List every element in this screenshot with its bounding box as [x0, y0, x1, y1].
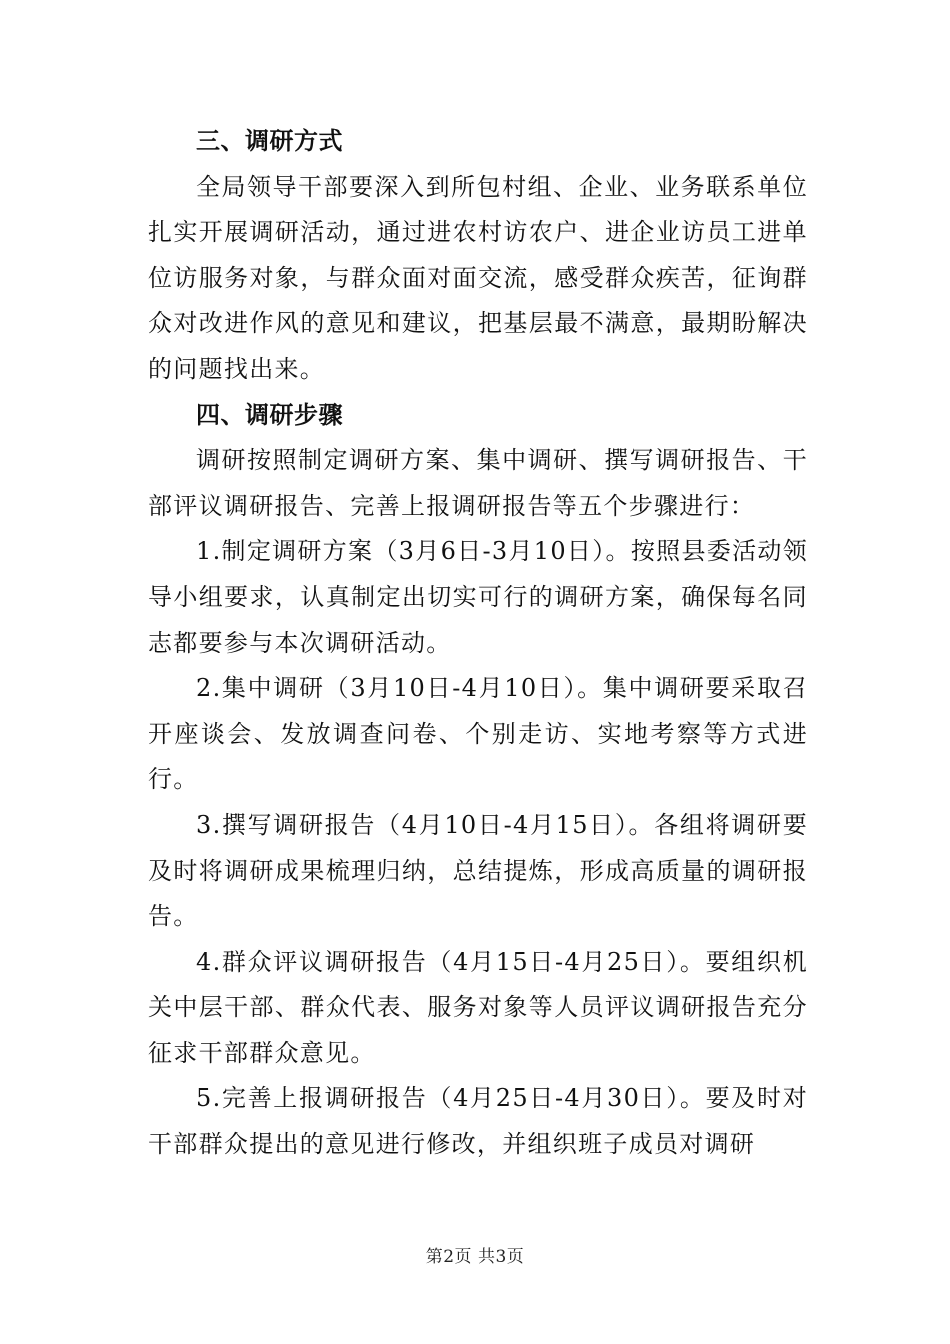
- document-body: [148, 119, 808, 1168]
- paragraph-step-5: 5.完善上报调研报告（4月25日-4月30日）。要及时对干部群众提出的意见进行修改，并组织班子成员对调研: [148, 1084, 808, 1159]
- paragraph-step-2: 2.集中调研（3月10日-4月10日）。集中调研要采取召开座谈会、发放调查问卷、个别走访、实地考察等方式进行。: [148, 674, 808, 794]
- section-heading-method: 三、调研方式: [196, 127, 343, 155]
- paragraph-method: 全局领导干部要深入到所包村组、企业、业务联系单位扎实开展调研活动，通过进农村访农户、进企业访员工进单位访服务对象，与群众面对面交流，感受群众疾苦，征询群众对改进作风的意见和建议，把基层最不满意，最期盼解决的问题找出来。: [148, 172, 808, 383]
- page-number-footer: 第2页 共3页: [425, 1247, 525, 1267]
- paragraph-steps-intro: 调研按照制定调研方案、集中调研、撰写调研报告、干部评议调研报告、完善上报调研报告等五个步骤进行：: [148, 446, 808, 520]
- paragraph-step-1: 1.制定调研方案（3月6日-3月10日）。按照县委活动领导小组要求，认真制定出切实可行的调研方案，确保每名同志都要参与本次调研活动。: [148, 537, 808, 657]
- paragraph-step-4: 4.群众评议调研报告（4月15日-4月25日）。要组织机关中层干部、群众代表、服务对象等人员评议调研报告充分征求干部群众意见。: [148, 947, 808, 1067]
- section-heading-steps: 四、调研步骤: [196, 400, 343, 429]
- paragraph-step-3: 3.撰写调研报告（4月10日-4月15日）。各组将调研要及时将调研成果梳理归纳，总结提炼，形成高质量的调研报告。: [148, 810, 808, 931]
